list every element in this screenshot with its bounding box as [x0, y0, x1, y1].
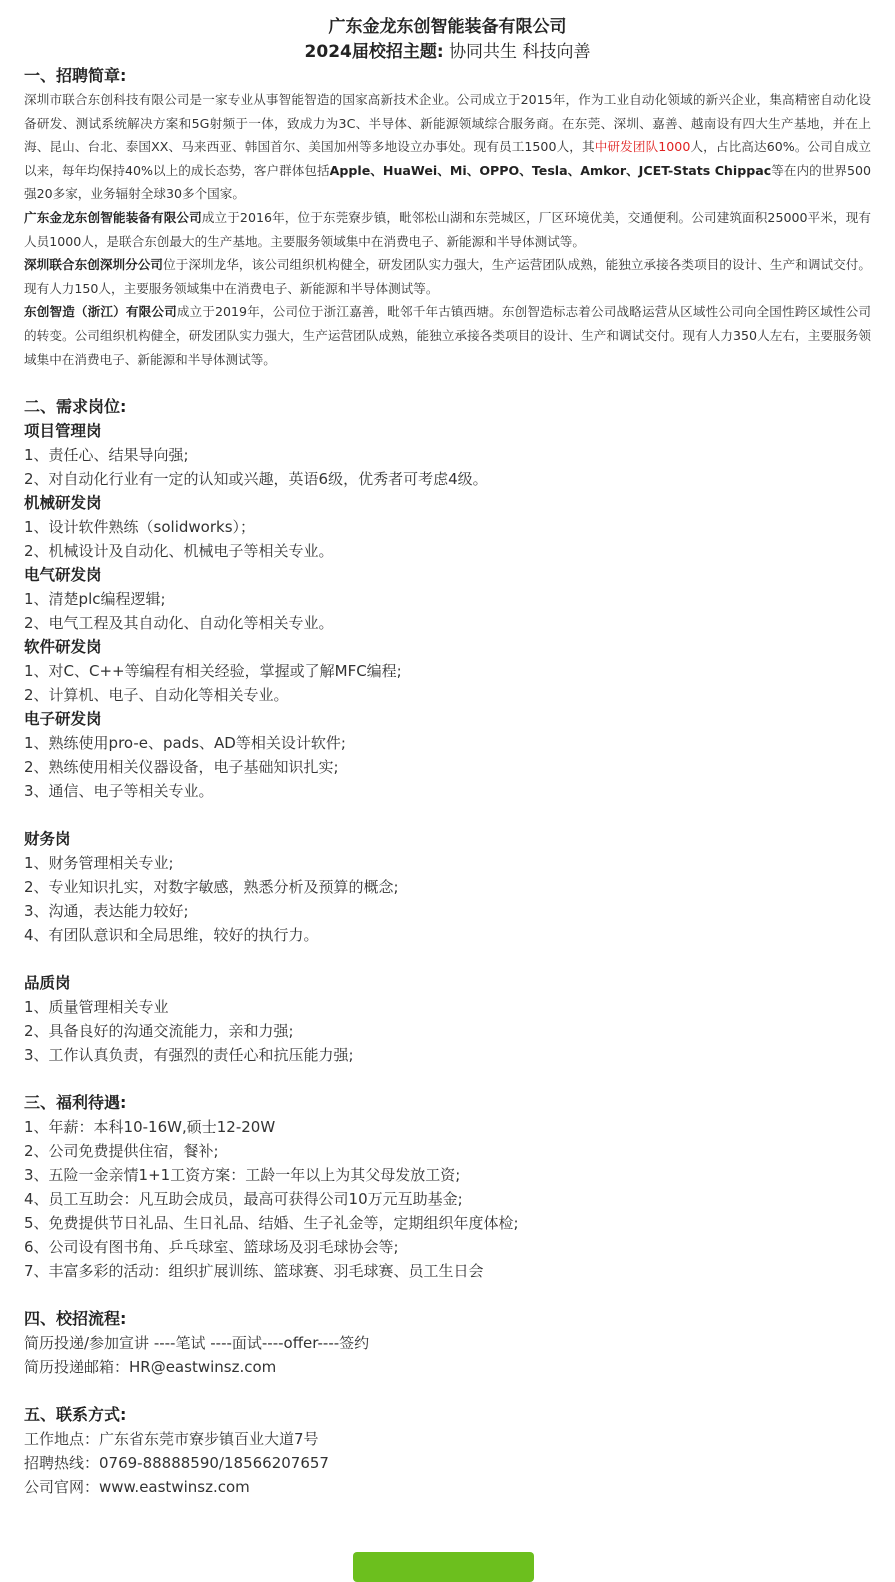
job-requirement: 2、具备良好的沟通交流能力，亲和力强;	[24, 1022, 294, 1041]
job-requirement: 2、电气工程及其自动化、自动化等相关专业。	[24, 614, 334, 633]
job-requirement: 2、计算机、电子、自动化等相关专业。	[24, 686, 289, 705]
work-address: 工作地点：广东省东莞市寮步镇百业大道7号	[24, 1430, 319, 1449]
resume-email: 简历投递邮箱：HR@eastwinsz.com	[24, 1358, 277, 1377]
job-requirement: 2、机械设计及自动化、机械电子等相关专业。	[24, 542, 334, 561]
benefit-item: 2、公司免费提供住宿，餐补;	[24, 1142, 219, 1161]
job-requirement: 3、通信、电子等相关专业。	[24, 782, 214, 801]
intro-paragraph-2	[24, 206, 871, 253]
intro-paragraph-3	[24, 253, 871, 300]
intro-text-a: 深圳市联合东创科技有限公司是一家专业从事智能智造的国家高新技术企业。公司成立于2015年，作为工业自动化领域的新兴企业，集高精密自动化设备研发、测试系统解决方案和5G射频于一体，致成力为3C、半导体、新能源领域综合服务商。在东莞、深圳、嘉善、越南设有四大生产基地，并在上海、昆山、台北、泰国XX、马来西亚、韩国首尔、美国加州等多地设立办事处。现有员工1500人，其	[24, 92, 871, 155]
theme-value: 协同共生 科技向善	[449, 42, 591, 62]
job-requirement: 3、沟通，表达能力较好;	[24, 902, 189, 921]
intro-paragraph-1	[24, 88, 871, 206]
intro-text-c: 等在内的世界500强20多家，业务辐射全球30多个国家。	[24, 162, 871, 202]
job-title: 软件研发岗	[24, 638, 102, 657]
job-requirement: 4、有团队意识和全局思维，较好的执行力。	[24, 926, 319, 945]
job-title: 机械研发岗	[24, 494, 102, 513]
company-title: 广东金龙东创智能装备有限公司	[328, 17, 567, 37]
intro-text-dongguan: 成立于2016年，位于东莞寮步镇，毗邻松山湖和东莞城区，厂区环境优美，交通便利。公司建筑面积25000平米，现有人员1000人，是联合东创最大的生产基地。主要服务领域集中在消费电子、新能源和半导体测试等。	[24, 209, 872, 249]
benefit-item: 7、丰富多彩的活动：组织扩展训练、篮球赛、羽毛球赛、员工生日会	[24, 1262, 484, 1281]
company-website: 公司官网：www.eastwinsz.com	[24, 1478, 250, 1497]
job-requirement: 1、财务管理相关专业;	[24, 854, 174, 873]
job-requirement: 2、专业知识扎实，对数字敏感，熟悉分析及预算的概念;	[24, 878, 399, 897]
section-heading-intro: 一、招聘简章:	[24, 66, 127, 85]
intro-text-shenzhen: 位于深圳龙华，该公司组织机构健全，研发团队实力强大，生产运营团队成熟，能独立承接各类项目的设计、生产和调试交付。现有人力150人，主要服务领域集中在消费电子、新能源和半导体测试等。	[24, 257, 872, 296]
intro-text-zhejiang: 成立于2019年，公司位于浙江嘉善，毗邻千年古镇西塘。东创智造标志着公司战略运营从区域性公司向全国性跨区域性公司的转变。公司组织机构健全，研发团队实力强大，生产运营团队成熟，能独立承接各类项目的设计、生产和调试交付。现有人力350人左右，主要服务领域集中在消费电子、新能源和半导体测试等。	[24, 304, 871, 367]
recruitment-flow: 简历投递/参加宣讲 ----笔试 ----面试----offer----签约	[24, 1334, 370, 1353]
recruitment-hotline: 招聘热线：0769-88888590/18566207657	[24, 1454, 329, 1473]
theme-label: 2024届校招主题:	[304, 42, 444, 62]
job-title: 品质岗	[24, 974, 71, 993]
job-requirement: 1、熟练使用pro-e、pads、AD等相关设计软件;	[24, 734, 346, 753]
job-title: 财务岗	[24, 830, 71, 849]
apply-button[interactable]	[353, 1552, 534, 1582]
job-requirement: 1、设计软件熟练（solidworks）；	[24, 518, 256, 537]
section-heading-contact: 五、联系方式:	[24, 1405, 127, 1425]
section-heading-process: 四、校招流程:	[24, 1309, 127, 1329]
job-requirement: 3、工作认真负责，有强烈的责任心和抗压能力强;	[24, 1046, 354, 1065]
benefit-item: 4、员工互助会：凡互助会成员，最高可获得公司10万元互助基金;	[24, 1190, 463, 1209]
benefit-item: 5、免费提供节日礼品、生日礼品、结婚、生子礼金等，定期组织年度体检;	[24, 1214, 519, 1233]
section-heading-positions: 二、需求岗位:	[24, 397, 127, 417]
job-requirement: 1、责任心、结果导向强;	[24, 446, 189, 465]
intro-paragraph-4	[24, 300, 871, 371]
job-requirement: 1、清楚plc编程逻辑;	[24, 590, 166, 609]
client-list: Apple、HuaWei、Mi、OPPO、Tesla、Amkor、JCET-Stats Chippac	[329, 162, 772, 178]
job-requirement: 2、熟练使用相关仪器设备，电子基础知识扎实;	[24, 758, 339, 777]
company-name-zhejiang: 东创智造（浙江）有限公司	[24, 304, 177, 320]
company-name-dongguan: 广东金龙东创智能装备有限公司	[24, 209, 202, 225]
intro-text-b: 人，占比高达60%。公司自成立以来，每年均保持40%以上的成长态势，客户群体包括	[24, 139, 871, 178]
job-title: 项目管理岗	[24, 422, 102, 441]
benefit-item: 6、公司设有图书角、乒乓球室、篮球场及羽毛球协会等;	[24, 1238, 399, 1257]
job-requirement: 1、质量管理相关专业	[24, 998, 169, 1017]
benefit-item: 1、年薪：本科10-16W,硕士12-20W	[24, 1118, 276, 1137]
section-heading-benefits: 三、福利待遇:	[24, 1093, 127, 1113]
job-requirement: 2、对自动化行业有一定的认知或兴趣，英语6级，优秀者可考虑4级。	[24, 470, 488, 489]
job-requirement: 1、对C、C++等编程有相关经验，掌握或了解MFC编程;	[24, 662, 402, 681]
theme-line	[24, 40, 871, 64]
rd-team-highlight: 中研发团队1000	[594, 139, 691, 155]
company-name-shenzhen: 深圳联合东创深圳分公司	[24, 257, 164, 273]
benefit-item: 3、五险一金亲情1+1工资方案：工龄一年以上为其父母发放工资;	[24, 1166, 461, 1185]
job-title: 电气研发岗	[24, 566, 102, 585]
job-title: 电子研发岗	[24, 710, 102, 729]
